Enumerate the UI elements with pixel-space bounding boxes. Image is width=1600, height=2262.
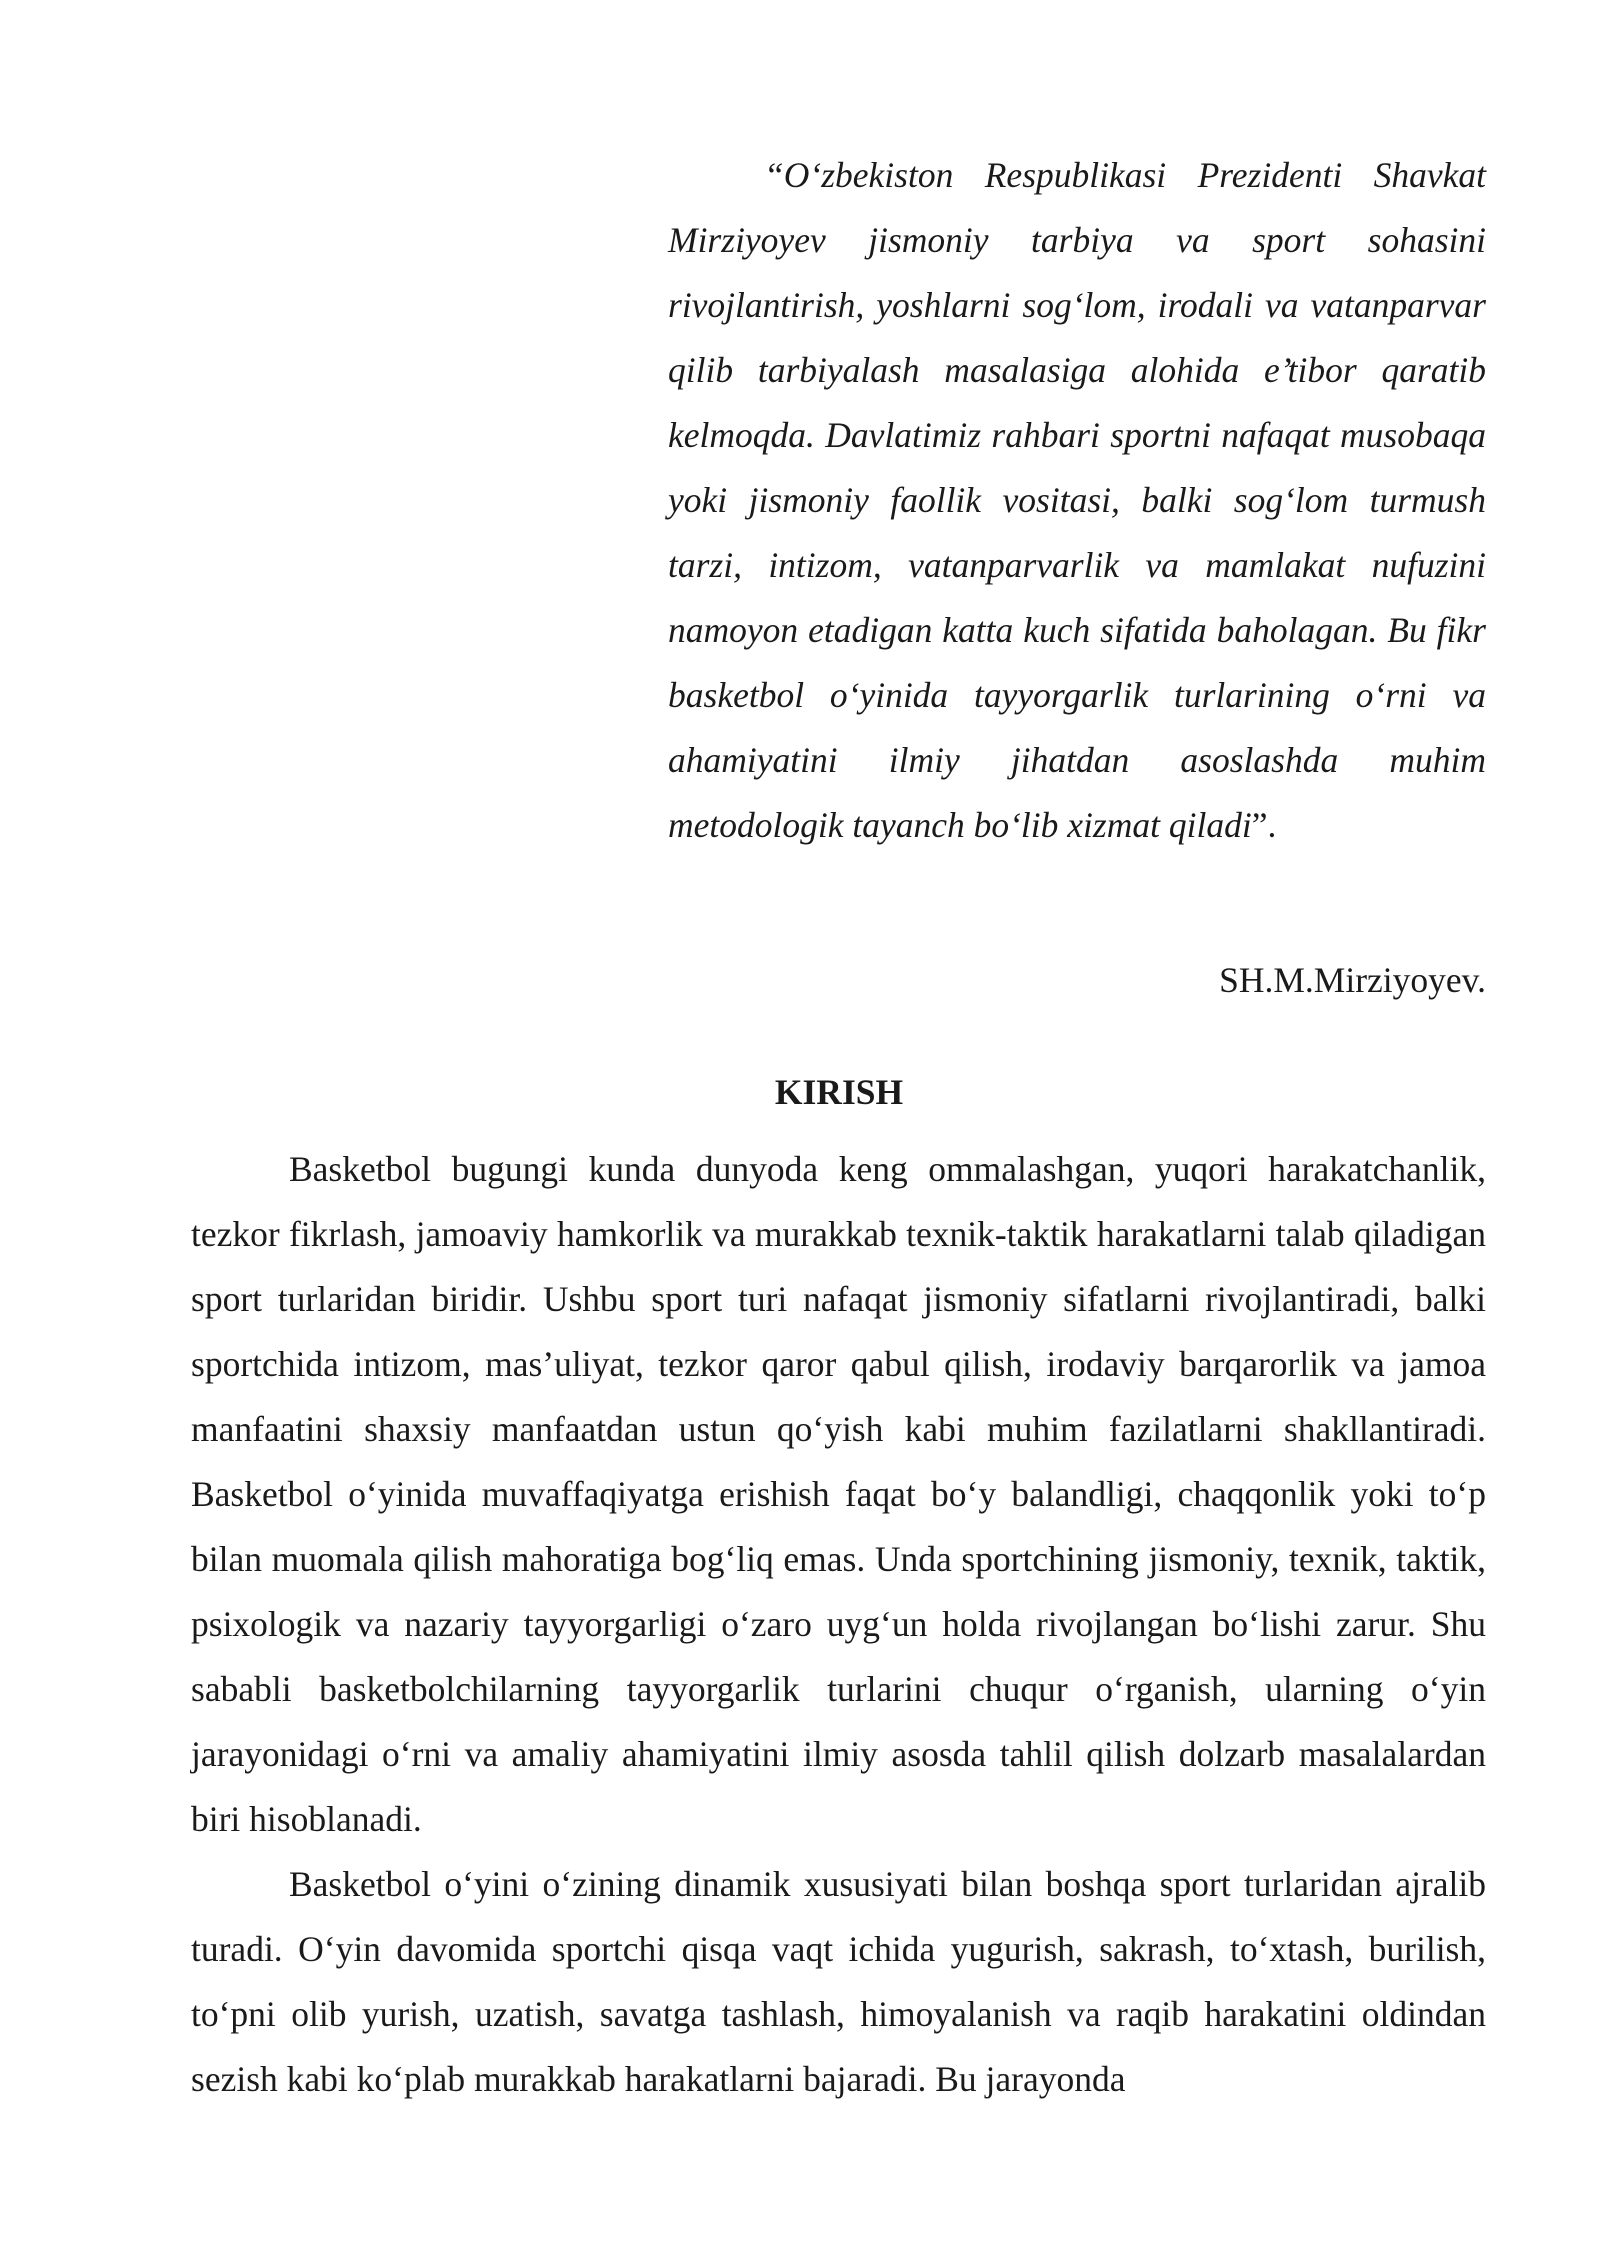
body-paragraph: Basketbol bugungi kunda dunyoda keng ommalashgan, yuqori harakatchanlik, tezkor fikrlash, jamoaviy hamkorlik va murakkab texnik-taktik harakatlarni talab qiladigan sport turlaridan biridir. Ushbu sport turi nafaqat jismoniy sifatlarni rivojlantiradi, balki sportchida intizom, mas’uliyat, tezkor qaror qabul qilish, irodaviy barqarorlik va jamoa manfaatini shaxsiy manfaatdan ustun qo‘yish kabi muhim fazilatlarni shakllantiradi. Basketbol o‘yinida muvaffaqiyatga erishish faqat bo‘y balandligi, chaqqonlik yoki to‘p bilan muomala qilish mahoratiga bog‘liq emas. Unda sportchining jismoniy, texnik, taktik, psixologik va nazariy tayyorgarligi o‘zaro uyg‘un holda rivojlangan bo‘lishi zarur. Shu sababli basketbolchilarning tayyorgarlik turlarini chuqur o‘rganish, ularning o‘yin jarayonidagi o‘rni va amaliy ahamiyatini ilmiy asosda tahlil qilish dolzarb masalalardan biri hisoblanadi. bbox=[191, 1149, 1486, 1839]
section-body bbox=[191, 1137, 1486, 2112]
section-heading: KIRISH bbox=[774, 1072, 904, 1112]
body-paragraph: Basketbol o‘yini o‘zining dinamik xususiyati bilan boshqa sport turlaridan ajralib turadi. O‘yin davomida sportchi qisqa vaqt ichida yugurish, sakrash, to‘xtash, burilish, to‘pni olib yurish, uzatish, savatga tashlash, himoyalanish va raqib harakatini oldindan sezish kabi ko‘plab murakkab harakatlarni bajaradi. Bu jarayonda bbox=[191, 1864, 1486, 2099]
epigraph-close-quote: ”. bbox=[1251, 805, 1277, 845]
epigraph-signature: SH.M.Mirziyoyev. bbox=[1219, 960, 1486, 1000]
epigraph-quote bbox=[668, 143, 1486, 858]
epigraph-open-quote: “ bbox=[764, 155, 784, 195]
epigraph-text: O‘zbekiston Respublikasi Prezidenti Shavkat Mirziyoyev jismoniy tarbiya va sport sohasini rivojlantirish, yoshlarni sog‘lom, irodali va vatanparvar qilib tarbiyalash masalasiga alohida e’tibor qaratib kelmoqda. Davlatimiz rahbari sportni nafaqat musobaqa yoki jismoniy faollik vositasi, balki sog‘lom turmush tarzi, intizom, vatanparvarlik va mamlakat nufuzini namoyon etadigan katta kuch sifatida baholagan. Bu fikr basketbol o‘yinida tayyorgarlik turlarining o‘rni va ahamiyatini ilmiy jihatdan asoslashda muhim metodologik tayanch bo‘lib xizmat qiladi bbox=[668, 155, 1486, 845]
